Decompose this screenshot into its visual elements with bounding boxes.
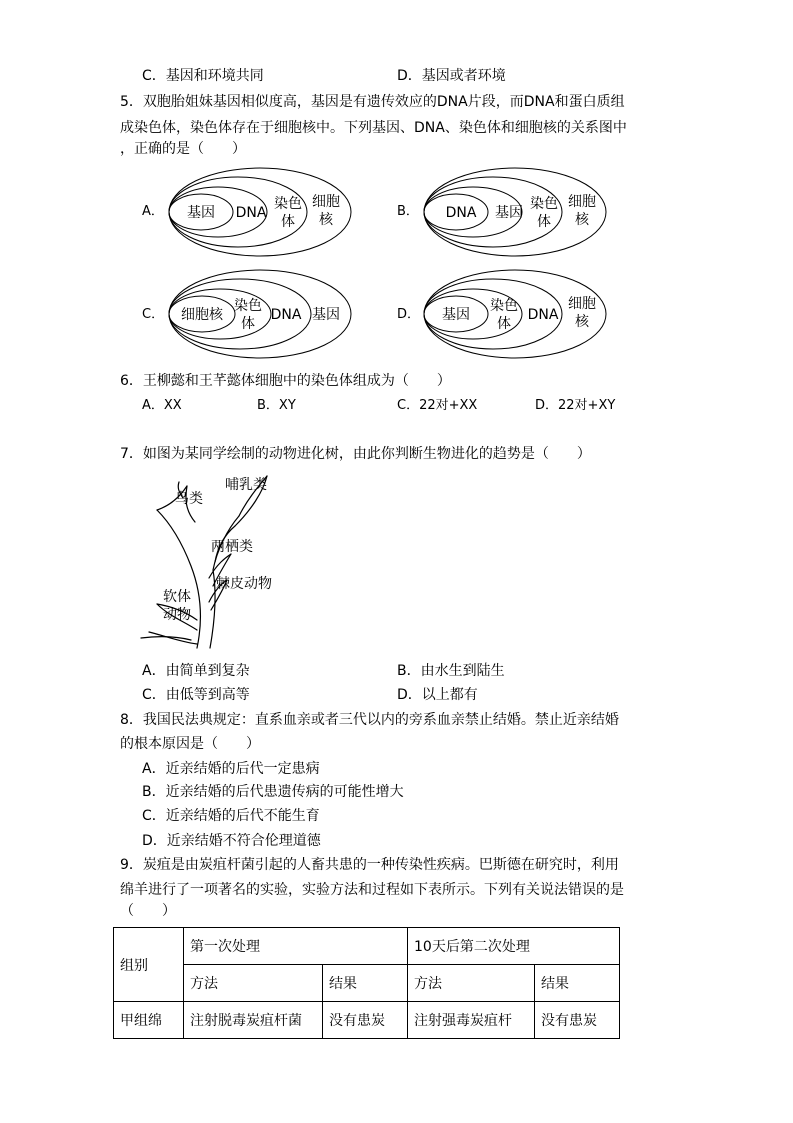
diagram-a-gene: 基因	[187, 205, 215, 221]
q4-option-c: C．基因和环境共同	[142, 68, 264, 84]
q7-stem: 7．如图为某同学绘制的动物进化树，由此你判断生物进化的趋势是（ ）	[120, 446, 591, 462]
table-subheader-method-2: 方法	[408, 965, 535, 1002]
table-subheader-method-1: 方法	[184, 965, 323, 1002]
table-cell-method-1: 注射脱毒炭疽杆菌	[184, 1002, 323, 1039]
table-cell-result-2: 没有患炭	[535, 1002, 620, 1039]
diagram-a-dna: DNA	[235, 205, 267, 221]
q8-stem-line2: 的根本原因是（ ）	[120, 736, 260, 752]
q9-stem-line2: 绵羊进行了一项著名的实验，实验方法和过程如下表所示。下列有关说法错误的是	[120, 882, 624, 898]
diagram-a-chromosome-2: 体	[281, 214, 295, 230]
q5-stem-line2: 成染色体，染色体存在于细胞核中。下列基因、DNA、染色体和细胞核的关系图中	[120, 120, 627, 136]
table-header-second-treatment: 10天后第二次处理	[408, 928, 620, 965]
q6-option-a: A．XX	[142, 398, 182, 413]
table-cell-group: 甲组绵	[114, 1002, 184, 1039]
q7-evolution-tree	[135, 470, 295, 655]
diagram-a-nucleus-1: 细胞	[312, 194, 340, 210]
table-cell-result-1: 没有患炭	[323, 1002, 408, 1039]
diagram-c-gene: 基因	[312, 307, 340, 323]
q7-option-d: D．以上都有	[397, 687, 478, 703]
diagram-a-chromosome-1: 染色	[274, 196, 302, 212]
q6-stem: 6．王柳懿和王芊懿体细胞中的染色体组成为（ ）	[120, 373, 451, 389]
q5-diagram-c	[168, 268, 354, 360]
q8-option-b: B．近亲结婚的后代患遗传病的可能性增大	[142, 784, 404, 800]
q7-option-c: C．由低等到高等	[142, 687, 250, 703]
q7-option-b: B．由水生到陆生	[397, 663, 505, 679]
tree-mollusk-label-1: 软体	[163, 589, 191, 605]
diagram-c-chromosome-1: 染色	[234, 298, 262, 314]
q9-experiment-table	[113, 927, 620, 1039]
q5-label-b: B．	[397, 204, 419, 219]
diagram-d-nucleus-2: 核	[575, 314, 589, 330]
q9-stem-line1: 9．炭疽是由炭疽杆菌引起的人畜共患的一种传染性疾病。巴斯德在研究时，利用	[120, 857, 619, 873]
q6-option-b: B．XY	[257, 398, 296, 413]
diagram-d-chromosome-1: 染色	[490, 298, 518, 314]
tree-mollusk-label-2: 动物	[163, 607, 191, 623]
q5-diagram-a	[168, 166, 356, 258]
diagram-c-chromosome-2: 体	[241, 316, 255, 332]
q8-option-d: D．近亲结婚不符合伦理道德	[142, 833, 321, 849]
q8-option-a: A．近亲结婚的后代一定患病	[142, 761, 320, 777]
tree-echinoderm-label: 棘皮动物	[216, 576, 272, 592]
diagram-d-gene: 基因	[442, 307, 470, 323]
table-cell-method-2: 注射强毒炭疽杆	[408, 1002, 535, 1039]
diagram-d-dna: DNA	[527, 307, 559, 323]
q5-stem-line3: ，正确的是（ ）	[120, 141, 246, 157]
q5-diagram-d	[423, 268, 611, 360]
table-header-first-treatment: 第一次处理	[184, 928, 408, 965]
diagram-c-nucleus: 细胞核	[181, 307, 223, 323]
q9-stem-line3: （ ）	[120, 903, 176, 919]
tree-mammal-label: 哺乳类	[225, 477, 267, 493]
tree-amphibian-label: 两栖类	[211, 539, 253, 555]
q5-label-d: D．	[397, 307, 421, 322]
q6-option-c: C．22对+XX	[397, 398, 478, 413]
diagram-b-chromosome-1: 染色	[530, 196, 558, 212]
diagram-c-dna: DNA	[270, 307, 302, 323]
q8-stem-line1: 8．我国民法典规定：直系血亲或者三代以内的旁系血亲禁止结婚。禁止近亲结婚	[120, 712, 619, 728]
q5-stem-line1: 5．双胞胎姐妹基因相似度高，基因是有遗传效应的DNA片段，而DNA和蛋白质组	[120, 94, 625, 110]
diagram-d-nucleus-1: 细胞	[568, 296, 596, 312]
q5-label-a: A．	[142, 204, 164, 219]
diagram-d-chromosome-2: 体	[497, 316, 511, 332]
table-row	[114, 1002, 620, 1039]
diagram-b-dna: DNA	[445, 205, 477, 221]
table-subheader-result-2: 结果	[535, 965, 620, 1002]
q4-option-d: D．基因或者环境	[397, 68, 506, 84]
diagram-b-nucleus-2: 核	[575, 212, 589, 228]
q8-option-c: C．近亲结婚的后代不能生育	[142, 808, 320, 824]
q5-diagram-b	[423, 166, 611, 258]
table-subheader-result-1: 结果	[323, 965, 408, 1002]
q6-option-d: D．22对+XY	[535, 398, 616, 413]
diagram-b-gene: 基因	[495, 205, 523, 221]
tree-bird-label: 鸟类	[175, 491, 203, 507]
diagram-a-nucleus-2: 核	[319, 212, 333, 228]
q5-label-c: C．	[142, 307, 165, 322]
diagram-b-chromosome-2: 体	[537, 214, 551, 230]
table-header-group: 组别	[114, 928, 184, 1002]
diagram-b-nucleus-1: 细胞	[568, 194, 596, 210]
q7-option-a: A．由简单到复杂	[142, 663, 250, 679]
